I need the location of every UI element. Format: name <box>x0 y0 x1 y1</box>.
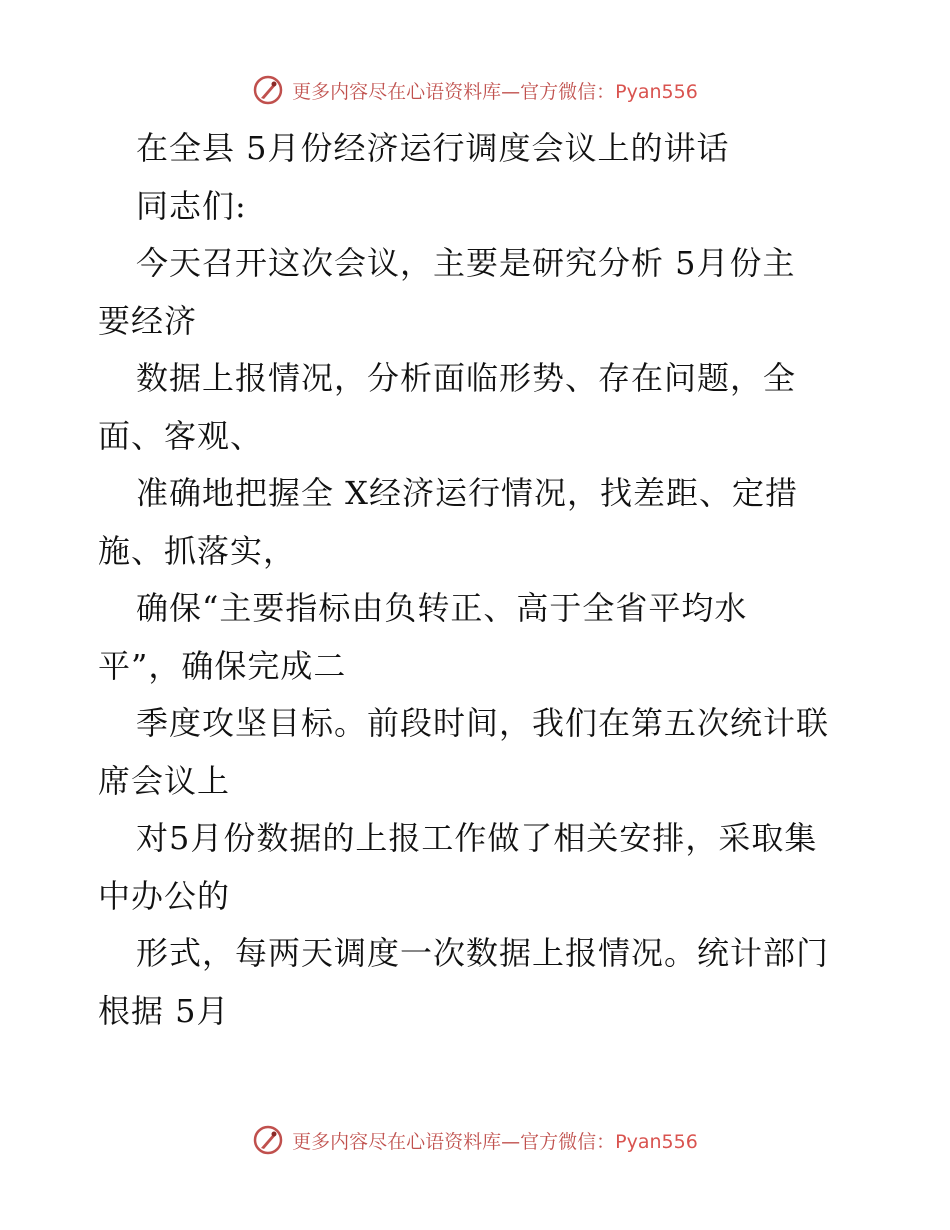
banner-wechat-id: Pyan556 <box>615 1130 698 1153</box>
quill-pen-icon <box>252 1124 284 1156</box>
paragraph-line: 平”，确保完成二 <box>98 646 347 685</box>
paragraph-line: 施、抓落实， <box>98 531 297 570</box>
document-title: 在全县 5月份经济运行调度会议上的讲话 <box>136 129 730 167</box>
banner-wechat-id: Pyan556 <box>615 80 698 103</box>
paragraph-line: 中办公的 <box>98 876 231 915</box>
paragraph-line: 季度攻坚目标。前段时间，我们在第五次统计联 <box>136 704 830 742</box>
header-watermark-banner <box>0 72 950 108</box>
salutation: 同志们: <box>136 186 247 225</box>
paragraph-line: 今天召开这次会议，主要是研究分析 5月份主 <box>136 244 796 282</box>
paragraph-line: 对5月份数据的上报工作做了相关安排，采取集 <box>136 819 818 857</box>
paragraph-line: 面、客观、 <box>98 416 264 455</box>
paragraph-line: 数据上报情况，分析面临形势、存在问题，全 <box>136 359 797 397</box>
paragraph-line: 要经济 <box>98 301 198 340</box>
footer-watermark-banner <box>0 1122 950 1158</box>
paragraph-line: 确保“主要指标由负转正、高于全省平均水 <box>136 589 748 627</box>
document-body <box>98 120 858 1040</box>
quill-pen-icon <box>252 74 284 106</box>
banner-text: 更多内容尽在心语资料库—官方微信： <box>292 80 616 103</box>
paragraph-line: 形式，每两天调度一次数据上报情况。统计部门 <box>136 934 830 972</box>
paragraph-line: 席会议上 <box>98 761 231 800</box>
banner-text: 更多内容尽在心语资料库—官方微信： <box>292 1130 616 1153</box>
paragraph-line: 准确地把握全 X经济运行情况，找差距、定措 <box>136 474 798 512</box>
paragraph-line: 根据 5月 <box>98 991 230 1030</box>
